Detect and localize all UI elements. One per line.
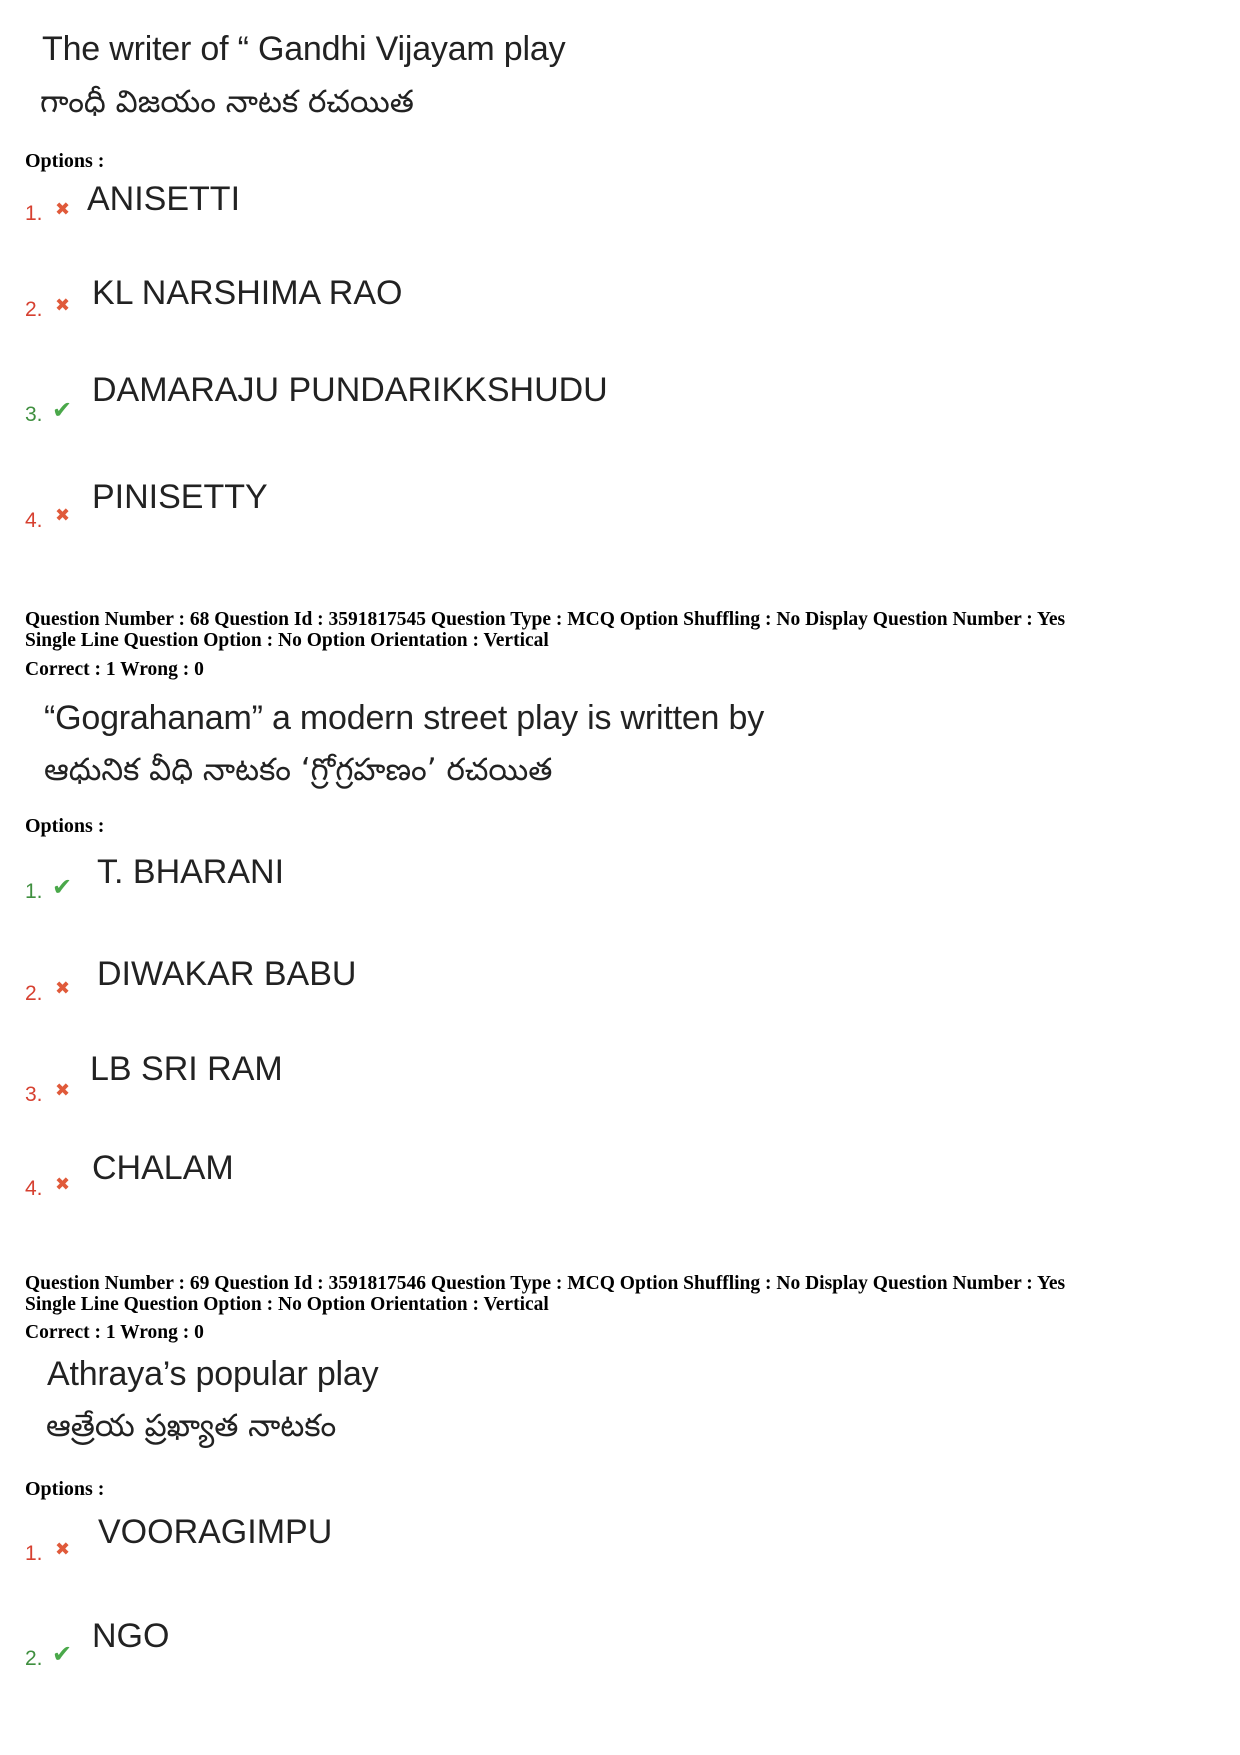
cross-icon: ✖ xyxy=(55,1080,71,1101)
option-text: T. BHARANI xyxy=(97,853,285,891)
check-icon: ✔ xyxy=(52,873,73,901)
option-number: 2. xyxy=(25,298,43,321)
option-text: LB SRI RAM xyxy=(90,1050,283,1088)
option-number: 1. xyxy=(25,202,43,225)
question-meta-line1: Question Number : 68 Question Id : 3591817545 Question Type : MCQ Option Shuffling : No Display Question Number : Yes xyxy=(25,609,1066,630)
option-text: KL NARSHIMA RAO xyxy=(92,274,403,312)
option-text: DIWAKAR BABU xyxy=(97,955,357,993)
question-67-text-te: గాంధీ విజయం నాటక రచయిత xyxy=(40,84,414,120)
question-68-text-te: ఆధునిక వీధి నాటకం ‘గ్రోగ్రహణం’ రచయిత xyxy=(44,752,553,788)
cross-icon: ✖ xyxy=(55,978,71,999)
check-icon: ✔ xyxy=(52,396,73,424)
options-label: Options : xyxy=(25,150,105,172)
cross-icon: ✖ xyxy=(55,295,71,316)
question-68-text-en: “Gograhanam” a modern street play is written by xyxy=(44,699,765,737)
option-number: 4. xyxy=(25,509,43,532)
check-icon: ✔ xyxy=(52,1640,73,1668)
cross-icon: ✖ xyxy=(55,505,71,526)
question-meta-line1: Question Number : 69 Question Id : 3591817546 Question Type : MCQ Option Shuffling : No Display Question Number : Yes xyxy=(25,1273,1066,1294)
question-67-text-en: The writer of “ Gandhi Vijayam play xyxy=(42,30,566,68)
option-number: 1. xyxy=(25,880,43,903)
option-text: PINISETTY xyxy=(92,478,268,516)
question-marks: Correct : 1 Wrong : 0 xyxy=(25,659,204,680)
option-number: 1. xyxy=(25,1542,43,1565)
question-meta-line2: Single Line Question Option : No Option Orientation : Vertical xyxy=(25,630,549,651)
options-label: Options : xyxy=(25,815,105,837)
option-number: 4. xyxy=(25,1177,43,1200)
question-marks: Correct : 1 Wrong : 0 xyxy=(25,1322,204,1343)
option-number: 2. xyxy=(25,982,43,1005)
cross-icon: ✖ xyxy=(55,199,71,220)
option-text: VOORAGIMPU xyxy=(98,1513,333,1551)
option-number: 3. xyxy=(25,1083,43,1106)
option-text: DAMARAJU PUNDARIKKSHUDU xyxy=(92,371,608,409)
option-number: 3. xyxy=(25,403,43,426)
options-label: Options : xyxy=(25,1478,105,1500)
option-number: 2. xyxy=(25,1647,43,1670)
cross-icon: ✖ xyxy=(55,1174,71,1195)
cross-icon: ✖ xyxy=(55,1539,71,1560)
question-69-text-en: Athraya’s popular play xyxy=(47,1355,379,1393)
option-text: NGO xyxy=(92,1617,170,1655)
option-text: CHALAM xyxy=(92,1149,234,1187)
question-meta-line2: Single Line Question Option : No Option Orientation : Vertical xyxy=(25,1294,549,1315)
question-69-text-te: ఆత్రేయ ప్రఖ్యాత నాటకం xyxy=(46,1408,337,1444)
option-text: ANISETTI xyxy=(87,180,241,218)
